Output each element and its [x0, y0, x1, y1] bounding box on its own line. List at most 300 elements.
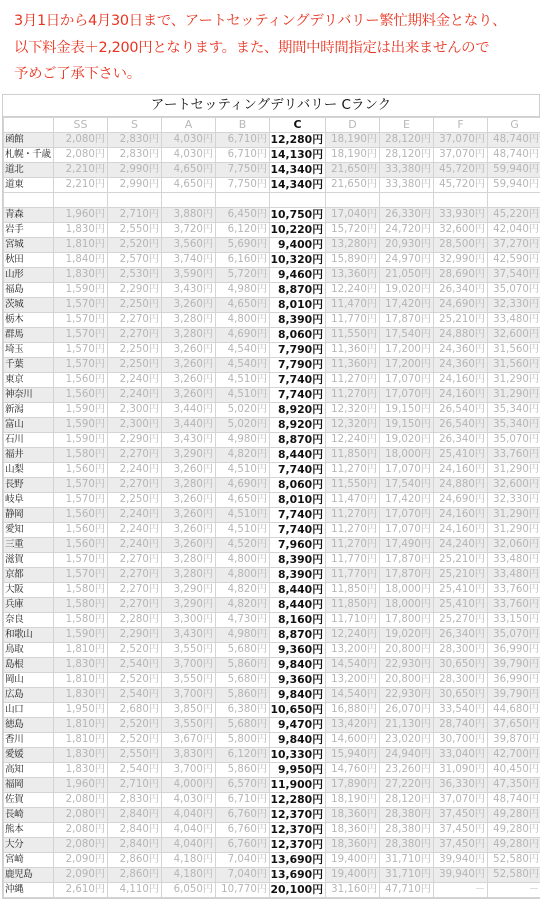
- price-cell: 14,540円: [326, 687, 380, 702]
- price-cell: [488, 193, 540, 208]
- rank-c-price: 9,360円: [270, 642, 326, 657]
- price-cell: 11,850円: [326, 582, 380, 597]
- region-name: 愛媛: [4, 747, 54, 762]
- price-cell: 5,020円: [216, 417, 270, 432]
- table-row: [4, 627, 540, 642]
- region-name: 長崎: [4, 807, 54, 822]
- price-cell: 24,690円: [434, 297, 488, 312]
- rank-c-price: 10,650円: [270, 702, 326, 717]
- price-cell: [108, 193, 162, 208]
- column-header: C: [270, 118, 326, 133]
- price-cell: 3,290円: [162, 447, 216, 462]
- price-cell: 3,550円: [162, 642, 216, 657]
- price-cell: 1,590円: [54, 402, 108, 417]
- column-header: G: [488, 118, 540, 133]
- region-name: 道北: [4, 163, 54, 178]
- price-cell: 30,650円: [434, 687, 488, 702]
- price-cell: 4,000円: [162, 777, 216, 792]
- table-row: [4, 777, 540, 792]
- region-name: 茨城: [4, 297, 54, 312]
- price-cell: 28,500円: [434, 237, 488, 252]
- column-header: S: [108, 118, 162, 133]
- price-cell: 1,950円: [54, 702, 108, 717]
- price-cell: 18,360円: [326, 807, 380, 822]
- price-cell: 3,670円: [162, 732, 216, 747]
- table-row: [4, 297, 540, 312]
- price-cell: 25,410円: [434, 597, 488, 612]
- price-cell: 11,270円: [326, 507, 380, 522]
- price-cell: 10,770円: [216, 882, 270, 897]
- price-cell: 24,360円: [434, 357, 488, 372]
- price-cell: 40,450円: [488, 762, 540, 777]
- table-row: [4, 732, 540, 747]
- price-cell: 1,570円: [54, 327, 108, 342]
- price-cell: [326, 193, 380, 208]
- price-cell: 2,610円: [54, 882, 108, 897]
- region-name: 群馬: [4, 327, 54, 342]
- price-cell: 5,680円: [216, 672, 270, 687]
- price-cell: 17,540円: [380, 477, 434, 492]
- price-cell: 4,690円: [216, 327, 270, 342]
- price-cell: 1,590円: [54, 417, 108, 432]
- price-cell: 1,570円: [54, 567, 108, 582]
- rank-c-price: 10,320円: [270, 252, 326, 267]
- price-cell: 3,260円: [162, 342, 216, 357]
- price-cell: 1,590円: [54, 627, 108, 642]
- price-cell: 3,700円: [162, 762, 216, 777]
- price-cell: 2,540円: [108, 762, 162, 777]
- price-cell: 1,830円: [54, 267, 108, 282]
- price-cell: 32,600円: [488, 327, 540, 342]
- price-cell: 24,160円: [434, 372, 488, 387]
- rank-c-price: 7,740円: [270, 462, 326, 477]
- price-cell: 2,270円: [108, 477, 162, 492]
- price-cell: 17,070円: [380, 507, 434, 522]
- price-cell: 17,070円: [380, 387, 434, 402]
- price-cell: 24,160円: [434, 387, 488, 402]
- price-cell: 3,740円: [162, 252, 216, 267]
- price-cell: 3,280円: [162, 477, 216, 492]
- table-row: [4, 327, 540, 342]
- price-cell: 3,260円: [162, 492, 216, 507]
- price-cell: 2,080円: [54, 822, 108, 837]
- price-cell: 11,360円: [326, 342, 380, 357]
- region-name: 大阪: [4, 582, 54, 597]
- price-cell: 2,990円: [108, 178, 162, 193]
- price-cell: 11,850円: [326, 447, 380, 462]
- region-name: 秋田: [4, 252, 54, 267]
- price-cell: 33,150円: [488, 612, 540, 627]
- table-row: [4, 672, 540, 687]
- price-cell: [434, 193, 488, 208]
- price-cell: 2,830円: [108, 148, 162, 163]
- price-cell: 2,240円: [108, 462, 162, 477]
- price-cell: 36,330円: [434, 777, 488, 792]
- price-cell: 2,250円: [108, 357, 162, 372]
- price-cell: 37,450円: [434, 807, 488, 822]
- price-cell: 28,300円: [434, 642, 488, 657]
- price-cell: 11,270円: [326, 462, 380, 477]
- price-cell: 4,040円: [162, 807, 216, 822]
- price-cell: 3,590円: [162, 267, 216, 282]
- price-cell: 2,270円: [108, 552, 162, 567]
- price-cell: 31,290円: [488, 372, 540, 387]
- price-cell: 6,050円: [162, 882, 216, 897]
- price-cell: 12,240円: [326, 282, 380, 297]
- price-cell: 33,760円: [488, 582, 540, 597]
- price-cell: 39,790円: [488, 687, 540, 702]
- table-row: [4, 148, 540, 163]
- price-cell: 4,650円: [216, 492, 270, 507]
- price-cell: 17,490円: [380, 537, 434, 552]
- table-row: [4, 432, 540, 447]
- rank-c-price: 12,280円: [270, 133, 326, 148]
- price-cell: 3,300円: [162, 612, 216, 627]
- table-title: アートセッティングデリバリー Cランク: [3, 95, 539, 117]
- rate-grid: [3, 117, 540, 898]
- table-row: [4, 522, 540, 537]
- table-row: [4, 552, 540, 567]
- price-cell: 3,560円: [162, 237, 216, 252]
- price-cell: 4,540円: [216, 357, 270, 372]
- price-cell: 37,540円: [488, 267, 540, 282]
- table-row: [4, 567, 540, 582]
- price-cell: 15,940円: [326, 747, 380, 762]
- table-row: [4, 867, 540, 882]
- price-cell: 26,340円: [434, 432, 488, 447]
- price-cell: 12,240円: [326, 627, 380, 642]
- region-name: 岩手: [4, 222, 54, 237]
- price-cell: 2,240円: [108, 507, 162, 522]
- price-cell: 17,870円: [380, 312, 434, 327]
- rank-c-price: 8,440円: [270, 597, 326, 612]
- price-cell: 26,340円: [434, 627, 488, 642]
- region-name: 福岡: [4, 777, 54, 792]
- price-cell: 18,000円: [380, 447, 434, 462]
- price-cell: 3,260円: [162, 297, 216, 312]
- price-cell: 39,940円: [434, 867, 488, 882]
- price-cell: 4,030円: [162, 133, 216, 148]
- price-cell: 2,080円: [54, 148, 108, 163]
- price-cell: 11,270円: [326, 537, 380, 552]
- rank-c-price: 9,840円: [270, 687, 326, 702]
- table-row: [4, 702, 540, 717]
- rank-c-price: 20,100円: [270, 882, 326, 897]
- price-cell: 28,690円: [434, 267, 488, 282]
- rank-c-price: [270, 193, 326, 208]
- price-cell: 37,070円: [434, 148, 488, 163]
- price-cell: 1,960円: [54, 777, 108, 792]
- table-row: [4, 178, 540, 193]
- table-row: [4, 687, 540, 702]
- price-cell: 2,270円: [108, 567, 162, 582]
- price-cell: 1,560円: [54, 387, 108, 402]
- price-cell: 17,070円: [380, 372, 434, 387]
- price-cell: 4,030円: [162, 792, 216, 807]
- price-cell: 3,440円: [162, 402, 216, 417]
- price-cell: 31,160円: [326, 882, 380, 897]
- price-cell: 2,280円: [108, 612, 162, 627]
- price-cell: 2,520円: [108, 732, 162, 747]
- price-cell: 24,880円: [434, 477, 488, 492]
- price-cell: 12,240円: [326, 432, 380, 447]
- price-cell: 4,980円: [216, 432, 270, 447]
- rank-c-price: 8,870円: [270, 627, 326, 642]
- price-cell: [216, 193, 270, 208]
- price-cell: 3,260円: [162, 462, 216, 477]
- price-cell: 19,020円: [380, 627, 434, 642]
- price-cell: 37,270円: [488, 237, 540, 252]
- notice-text: [14, 8, 534, 88]
- region-name: 香川: [4, 732, 54, 747]
- region-name: 新潟: [4, 402, 54, 417]
- price-cell: 2,860円: [108, 852, 162, 867]
- rank-c-price: 12,370円: [270, 822, 326, 837]
- rank-c-price: 12,280円: [270, 792, 326, 807]
- price-cell: 18,190円: [326, 133, 380, 148]
- rank-c-price: 14,340円: [270, 163, 326, 178]
- price-cell: 7,750円: [216, 178, 270, 193]
- price-cell: 7,040円: [216, 867, 270, 882]
- price-cell: 31,710円: [380, 852, 434, 867]
- price-cell: 39,870円: [488, 732, 540, 747]
- price-cell: 2,530円: [108, 267, 162, 282]
- price-cell: 3,430円: [162, 627, 216, 642]
- price-cell: 24,160円: [434, 462, 488, 477]
- price-cell: 12,320円: [326, 402, 380, 417]
- price-cell: 2,240円: [108, 537, 162, 552]
- price-cell: 19,150円: [380, 417, 434, 432]
- table-row: [4, 133, 540, 148]
- price-cell: 4,110円: [108, 882, 162, 897]
- table-row: [4, 402, 540, 417]
- price-cell: 17,070円: [380, 462, 434, 477]
- price-cell: 26,540円: [434, 402, 488, 417]
- region-name: 道東: [4, 178, 54, 193]
- price-cell: 35,340円: [488, 402, 540, 417]
- region-name: 宮城: [4, 237, 54, 252]
- table-row: [4, 837, 540, 852]
- price-cell: 3,260円: [162, 357, 216, 372]
- price-cell: 52,580円: [488, 867, 540, 882]
- price-cell: 1,570円: [54, 492, 108, 507]
- region-name: 山梨: [4, 462, 54, 477]
- price-cell: 1,830円: [54, 687, 108, 702]
- price-cell: 28,120円: [380, 792, 434, 807]
- price-cell: 39,790円: [488, 657, 540, 672]
- rank-c-price: 8,390円: [270, 567, 326, 582]
- price-cell: 4,690円: [216, 477, 270, 492]
- price-cell: 2,680円: [108, 702, 162, 717]
- price-cell: 2,550円: [108, 747, 162, 762]
- price-cell: 35,340円: [488, 417, 540, 432]
- price-cell: 3,280円: [162, 327, 216, 342]
- price-cell: 2,270円: [108, 312, 162, 327]
- price-cell: 3,700円: [162, 657, 216, 672]
- price-cell: 24,360円: [434, 342, 488, 357]
- price-cell: 36,990円: [488, 642, 540, 657]
- price-cell: 4,800円: [216, 552, 270, 567]
- rank-c-price: 8,920円: [270, 402, 326, 417]
- price-cell: 1,810円: [54, 717, 108, 732]
- price-cell: 3,280円: [162, 552, 216, 567]
- price-cell: 18,000円: [380, 597, 434, 612]
- price-cell: 31,560円: [488, 342, 540, 357]
- rank-c-price: 8,010円: [270, 297, 326, 312]
- price-cell: 4,510円: [216, 387, 270, 402]
- price-cell: 11,770円: [326, 552, 380, 567]
- price-cell: 31,560円: [488, 357, 540, 372]
- rank-c-price: 8,870円: [270, 432, 326, 447]
- price-cell: 7,040円: [216, 852, 270, 867]
- price-cell: 5,800円: [216, 732, 270, 747]
- price-cell: 6,120円: [216, 222, 270, 237]
- price-cell: 6,760円: [216, 807, 270, 822]
- price-cell: 33,040円: [434, 747, 488, 762]
- price-cell: 6,160円: [216, 252, 270, 267]
- price-cell: 2,080円: [54, 133, 108, 148]
- price-cell: 31,290円: [488, 507, 540, 522]
- price-cell: 2,520円: [108, 237, 162, 252]
- rank-c-price: 9,950円: [270, 762, 326, 777]
- price-cell: 3,260円: [162, 387, 216, 402]
- region-name: 沖縄: [4, 882, 54, 897]
- price-cell: 31,710円: [380, 867, 434, 882]
- price-cell: 33,480円: [488, 312, 540, 327]
- price-cell: 20,800円: [380, 642, 434, 657]
- price-cell: 25,210円: [434, 312, 488, 327]
- price-cell: 19,400円: [326, 852, 380, 867]
- rate-table: [2, 94, 540, 899]
- price-cell: 48,740円: [488, 133, 540, 148]
- price-cell: 2,520円: [108, 717, 162, 732]
- table-row: [4, 822, 540, 837]
- price-cell: 26,540円: [434, 417, 488, 432]
- price-cell: 2,080円: [54, 792, 108, 807]
- price-cell: 1,590円: [54, 432, 108, 447]
- table-row: [4, 852, 540, 867]
- rank-c-price: 9,360円: [270, 672, 326, 687]
- table-row: [4, 642, 540, 657]
- rank-c-price: 12,370円: [270, 807, 326, 822]
- price-cell: 1,570円: [54, 312, 108, 327]
- region-name: 宮崎: [4, 852, 54, 867]
- region-name: 佐賀: [4, 792, 54, 807]
- rank-c-price: 7,790円: [270, 357, 326, 372]
- table-row: [4, 387, 540, 402]
- column-header: D: [326, 118, 380, 133]
- rank-c-price: 8,440円: [270, 582, 326, 597]
- price-cell: 3,260円: [162, 522, 216, 537]
- price-cell: 2,290円: [108, 432, 162, 447]
- table-row: [4, 267, 540, 282]
- price-cell: 1,590円: [54, 282, 108, 297]
- region-name: 岡山: [4, 672, 54, 687]
- price-cell: 3,700円: [162, 687, 216, 702]
- price-cell: 2,520円: [108, 642, 162, 657]
- price-cell: 4,800円: [216, 567, 270, 582]
- table-row: [4, 357, 540, 372]
- rank-c-price: 9,840円: [270, 732, 326, 747]
- table-row: [4, 492, 540, 507]
- price-cell: 27,220円: [380, 777, 434, 792]
- price-cell: 4,820円: [216, 582, 270, 597]
- price-cell: 5,680円: [216, 642, 270, 657]
- price-cell: 5,720円: [216, 267, 270, 282]
- price-cell: 1,560円: [54, 372, 108, 387]
- price-cell: 2,830円: [108, 792, 162, 807]
- price-cell: 2,240円: [108, 372, 162, 387]
- price-cell: 2,550円: [108, 222, 162, 237]
- price-cell: 4,040円: [162, 822, 216, 837]
- price-cell: 31,290円: [488, 462, 540, 477]
- price-cell: 2,270円: [108, 597, 162, 612]
- price-cell: 17,870円: [380, 552, 434, 567]
- region-name: 静岡: [4, 507, 54, 522]
- price-cell: 25,270円: [434, 612, 488, 627]
- region-name: 和歌山: [4, 627, 54, 642]
- region-name: 函館: [4, 133, 54, 148]
- price-cell: 49,280円: [488, 822, 540, 837]
- region-name: 滋賀: [4, 552, 54, 567]
- price-cell: 28,740円: [434, 717, 488, 732]
- table-row: [4, 537, 540, 552]
- price-cell: 2,090円: [54, 852, 108, 867]
- price-cell: 19,400円: [326, 867, 380, 882]
- price-cell: 3,550円: [162, 672, 216, 687]
- price-cell: 24,690円: [434, 492, 488, 507]
- price-cell: 1,960円: [54, 207, 108, 222]
- price-cell: 23,260円: [380, 762, 434, 777]
- price-cell: 32,990円: [434, 252, 488, 267]
- region-name: 山形: [4, 267, 54, 282]
- price-cell: 11,360円: [326, 357, 380, 372]
- price-cell: 2,710円: [108, 777, 162, 792]
- price-cell: 1,810円: [54, 237, 108, 252]
- price-cell: 47,710円: [380, 882, 434, 897]
- price-cell: 3,830円: [162, 747, 216, 762]
- price-cell: 17,200円: [380, 357, 434, 372]
- price-cell: 2,300円: [108, 417, 162, 432]
- rank-c-price: 8,010円: [270, 492, 326, 507]
- region-name: 島根: [4, 657, 54, 672]
- price-cell: 5,680円: [216, 717, 270, 732]
- rank-c-price: 9,400円: [270, 237, 326, 252]
- price-cell: 1,830円: [54, 657, 108, 672]
- rank-c-price: 8,920円: [270, 417, 326, 432]
- rank-c-price: 10,750円: [270, 207, 326, 222]
- price-cell: 2,300円: [108, 402, 162, 417]
- table-row: [4, 163, 540, 178]
- region-name: 石川: [4, 432, 54, 447]
- region-name: 長野: [4, 477, 54, 492]
- price-cell: 4,180円: [162, 867, 216, 882]
- price-cell: 5,860円: [216, 687, 270, 702]
- table-row: [4, 237, 540, 252]
- price-cell: 42,040円: [488, 222, 540, 237]
- price-cell: [54, 193, 108, 208]
- price-cell: 6,570円: [216, 777, 270, 792]
- price-cell: 42,590円: [488, 252, 540, 267]
- price-cell: 36,990円: [488, 672, 540, 687]
- price-cell: 15,890円: [326, 252, 380, 267]
- rank-c-price: 9,470円: [270, 717, 326, 732]
- price-cell: 37,450円: [434, 822, 488, 837]
- price-cell: 3,880円: [162, 207, 216, 222]
- price-cell: 4,510円: [216, 507, 270, 522]
- rank-c-price: 11,900円: [270, 777, 326, 792]
- price-cell: 20,800円: [380, 672, 434, 687]
